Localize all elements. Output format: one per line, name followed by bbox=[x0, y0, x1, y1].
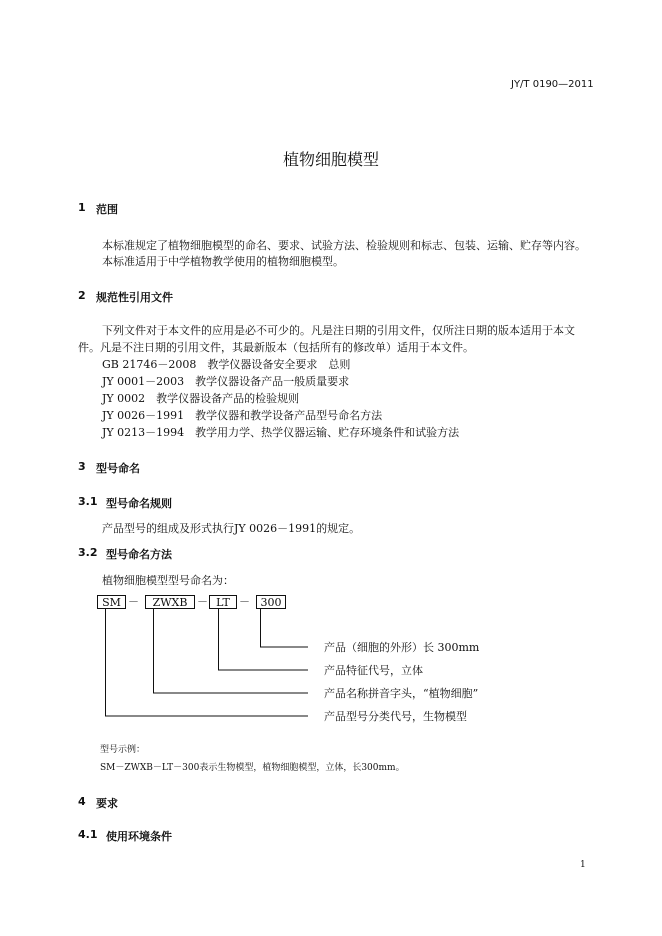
code-separator: － bbox=[197, 595, 208, 608]
code-box-sm: SM bbox=[97, 595, 126, 609]
section-2-para-line-1: 下列文件对于本文件的应用是必不可少的。凡是注日期的引用文件，仅所注日期的版本适用于本文 bbox=[102, 324, 575, 337]
section-2-number: 2 bbox=[78, 289, 86, 302]
reference-item: JY 0002 教学仪器设备产品的检验规则 bbox=[102, 392, 300, 405]
reference-item: JY 0001－2003 教学仪器设备产品一般质量要求 bbox=[102, 375, 350, 388]
section-4-1-number: 4.1 bbox=[78, 828, 98, 841]
section-1-para-2: 本标准适用于中学植物教学使用的植物细胞模型。 bbox=[102, 255, 344, 268]
diagram-label-feature: 产品特征代号，立体 bbox=[324, 664, 423, 677]
section-2-title: 规范性引用文件 bbox=[96, 291, 173, 304]
diagram-label-length: 产品（细胞的外形）长 300mm bbox=[324, 641, 480, 654]
section-3-2-number: 3.2 bbox=[78, 546, 98, 559]
example-text: SM－ZWXB－LT－300表示生物模型，植物细胞模型，立体，长300mm。 bbox=[100, 763, 405, 773]
section-3-1-text: 产品型号的组成及形式执行JY 0026－1991的规定。 bbox=[102, 522, 361, 535]
example-label: 型号示例： bbox=[100, 745, 146, 755]
code-box-zwxb: ZWXB bbox=[145, 595, 195, 609]
reference-item: JY 0026－1991 教学仪器和教学设备产品型号命名方法 bbox=[102, 409, 383, 422]
standard-number: JY/T 0190—2011 bbox=[511, 79, 594, 90]
code-box-lt: LT bbox=[209, 595, 237, 609]
page-title: 植物细胞模型 bbox=[282, 150, 379, 169]
diagram-label-name: 产品名称拼音字头，“植物细胞” bbox=[324, 687, 479, 700]
section-3-1-title: 型号命名规则 bbox=[106, 497, 172, 510]
diagram-label-category: 产品型号分类代号，生物模型 bbox=[324, 710, 467, 723]
section-4-1-title: 使用环境条件 bbox=[106, 830, 172, 843]
code-separator: － bbox=[128, 595, 139, 608]
section-3-2-title: 型号命名方法 bbox=[106, 548, 172, 561]
reference-item: JY 0213－1994 教学用力学、热学仪器运输、贮存环境条件和试验方法 bbox=[102, 426, 460, 439]
section-3-number: 3 bbox=[78, 460, 86, 473]
section-3-1-number: 3.1 bbox=[78, 495, 98, 508]
reference-item: GB 21746－2008 教学仪器设备安全要求 总则 bbox=[102, 358, 351, 371]
section-2-para-line-2: 件。凡是不注日期的引用文件，其最新版本（包括所有的修改单）适用于本文件。 bbox=[78, 341, 474, 354]
section-1-title: 范围 bbox=[96, 203, 118, 216]
section-3-2-intro: 植物细胞模型型号命名为： bbox=[102, 574, 234, 587]
section-1-para-1: 本标准规定了植物细胞模型的命名、要求、试验方法、检验规则和标志、包装、运输、贮存等内容。 bbox=[102, 239, 586, 252]
page-number: 1 bbox=[580, 860, 586, 870]
code-box-300: 300 bbox=[256, 595, 286, 609]
section-1-number: 1 bbox=[78, 201, 86, 214]
section-4-number: 4 bbox=[78, 795, 86, 808]
section-4-title: 要求 bbox=[96, 797, 118, 810]
section-3-title: 型号命名 bbox=[96, 462, 140, 475]
code-separator: － bbox=[239, 595, 250, 608]
